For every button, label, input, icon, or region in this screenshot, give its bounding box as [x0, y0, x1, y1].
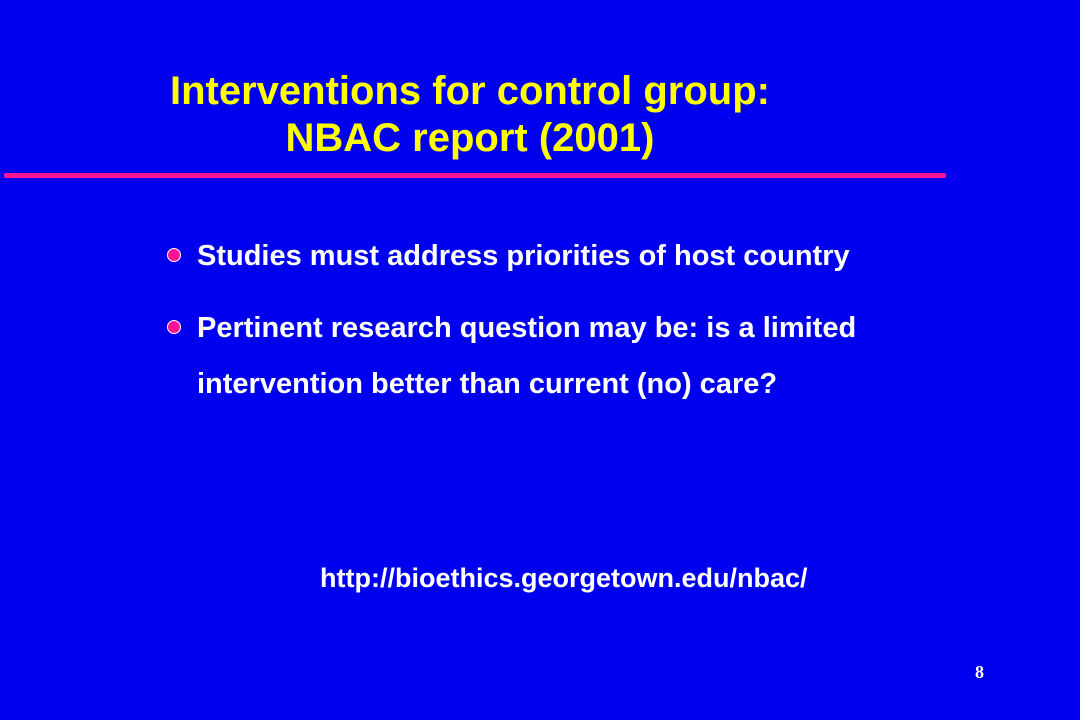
- slide-title-line-2: NBAC report (2001): [285, 116, 655, 160]
- page-number: 8: [975, 662, 984, 682]
- bullet-text: Pertinent research question may be: is a limited intervention better than current (no) care?: [197, 312, 857, 400]
- bullet-dot-icon: [167, 320, 181, 334]
- bullet-item: [165, 228, 925, 284]
- bullet-dot-icon: [167, 248, 181, 262]
- title-divider: [4, 173, 946, 178]
- bullet-item: [165, 300, 925, 412]
- reference-url: http://bioethics.georgetown.edu/nbac/: [320, 563, 808, 593]
- bullet-list: [165, 228, 925, 428]
- slide-title-line-1: Interventions for control group:: [170, 69, 770, 113]
- bullet-text: Studies must address priorities of host country: [197, 240, 850, 272]
- slide-title: [60, 68, 880, 162]
